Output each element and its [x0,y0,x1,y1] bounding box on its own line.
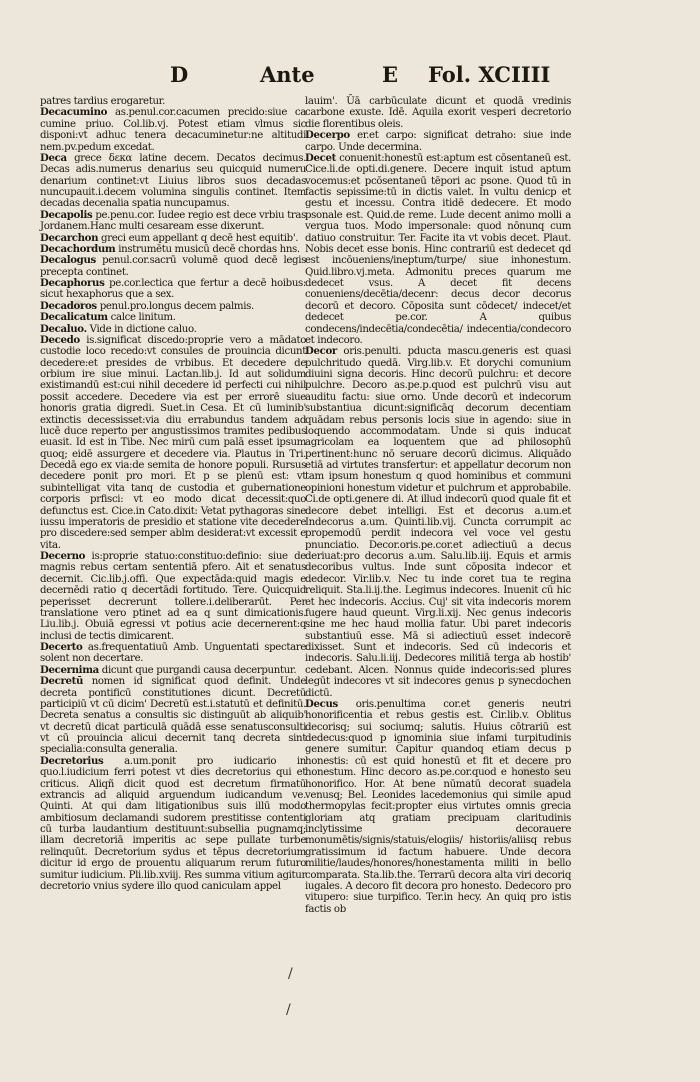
entry-headword: Decalicatum [40,311,108,324]
dictionary-entry [40,278,306,301]
entry-text: patres tardius erogaretur. [40,96,165,107]
dictionary-entry [305,346,571,699]
right-text-column [305,96,571,915]
entry-headword: Decalogus [40,254,96,267]
entry-text: is:proprie statuo:constituo:definio: siue de magnis rebus certam sententiā pfero. Ait et senatus decernit. Cic.lib.j.offi. Que expectāda:quid magis e decernēdi ratio q decertādi fortitudo. Tere. Quicquid peperisset decrerunt tollere.i.deliberarūt. Per translatione vero ptinet ad ea q sunt dimicationis. Liu.lib.j. Obuiā egressi vt potius acie decernerent:q inclusi de tectis dimicarent. [40,551,306,642]
entry-text: greci eum appellant q decē hest equitib'. [101,232,299,244]
entry-headword: Decernima [40,663,99,676]
dictionary-entry [40,756,306,893]
dictionary-entry [305,130,571,153]
entry-headword: Decarchon [40,231,99,244]
entry-headword: Decerno [40,550,86,562]
entry-headword: Decapolis [40,208,93,221]
margin-mark: / [286,1002,291,1018]
dictionary-entry [40,210,306,233]
entry-text: dicunt que purgandi causa decerpuntur. [101,664,297,676]
dictionary-entry [305,153,571,346]
entry-text: grece δεκα latine decem. Decatos decimus. Decas adis.numerus denarius seu quicquid numeru denarium continet:vt Liuius libros suos decadas nuncupauit.i.decem volumina singulis continet. Item decadas decenalia spatia nuncupamus. [40,152,306,210]
header-running-title: Ante [260,62,315,87]
entry-text: Vide in dictione caluo. [89,323,197,335]
entry-text: lauim'. Ūā carbūculate dicunt et quodā vredinis carbone exuste. Idē. Aquila exorit vesperi decretorio die florentibus oleis. [305,96,571,130]
entry-headword: Decaluo. [40,322,87,335]
header-right-letter: E [382,62,399,87]
dictionary-entry [40,551,306,642]
entry-headword: Decretū [40,675,84,688]
entry-text: penul.pro.longus decem palmis. [99,300,254,312]
entry-text: er.et carpo: significat detraho: siue inde carpo. Unde decermina. [305,130,572,153]
dictionary-entry [40,642,306,665]
dictionary-entry [305,96,571,130]
dictionary-entry [40,107,306,153]
entry-headword: Decacumino [40,106,108,119]
entry-text: instrumētu musicū decē chordas hns. [118,243,300,255]
header-left-letter: D [170,62,189,87]
entry-text: as.penul.cor.cacumen precido:siue ca cumine priuo. Col.lib.vj. Potest etiam vlmus sic disponi:vt adhuc tenera decacuminetur:ne altitudi nem.pv.pedum excedat. [40,107,306,153]
entry-headword: Decachordum [40,242,116,255]
dictionary-entry [40,335,306,551]
entry-text: conuenit:honestū est:aptum est cōsentaneū est. Cice.li.de opti.di.genere. Decere inquit istud aptum vocemus:et pcōsentaneū tēpori ac psone. Quod tū in factis sepissime:tū in dictis valet. In vultu denicp et gestu et incessu. Contra itidē dedecere. Et modo psonale est. Quid.de reme. Lude decent animo molli a vergua tuos. Modo impersonale: quod nōnunq cum datiuo construitur. Ter. Facite ita vt vobis decet. Plaut. Nobis decet esse bonis. Hinc contrariū est dedecet qd est incōueniens/ineptum/turpe/ siue inhonestum. Quid.libro.vj.meta. Admonitu preces quarum me dedecet vsus. A decet fit decens conueniens/decētia/decenr: decus decor decorus decorū et decoro. Cōposita sunt cōdecet/ indecet/et dedecet pe.cor. A quibus condecens/indecētia/condecētia/ indecentia/condecoro et indecoro. [305,152,571,346]
dictionary-entry [305,699,571,915]
entry-text: calce linitum. [110,312,176,324]
entry-headword: Deca [40,151,67,164]
entry-text: oris.penultima cor.et generis neutri honorificentia et rebus gestis est. Cir.lib.v. Oblitus decorisq; sui sociumq; salutis. Huius cōtrariū est dedecus:quod p ignominia siue infami turpitudinis genere sumitur. Capitur quandoq etiam decus p honestis: cū est quid honestū et fit et decere pro honestum. Hinc decoro as.pe.cor.quod e honesto seu honorifico. Hor. At bene nūmatū decorat suadela venusq; Bel. Leonides lacedemonius qui simile apud thermopylas fecit:propter eius virtutes omnis grecia gloriam atq gratiam precipuam claritudinis inclytissime decorauere monumētis/signis/statuis/elogiis/ historiis/aliisq rebus gratissimum id factum habuere. Unde decora militie/laudes/honores/honestamenta militi in bello comparata. Sta.lib.the. Terrarū decora alta viri decoriq iugales. A decoro fit decora pro honesto. Dedecoro pro vitupero: siue turpifico. Ter.in hecy. An quiq pro istis factis ob [305,698,571,915]
entry-headword: Decedo [40,333,80,346]
entry-headword: Decus [305,697,338,710]
entry-headword: Decadoros [40,299,97,312]
entry-headword: Decet [305,151,336,164]
entry-text: oris.penulti. pducta mascu.generis est quasi pulchritudo quedā. Virg.lib.v. Et dorychi comunium diuini signa decoris. Hinc decorū pulchru: et decore pulchre. Decoro as.pe.p.quod est pulchrū visu aut auditu factu: siue orno. Unde decorū et indecorum substantiua dicunt:significāq decorum decentiam quādam rebus personis locis siue in agendo: siue in loquendo accommodatam. Unde si quis inducat agricolam ea loquentem que ad philosophū pertinent:hunc nō seruare decorū dicimus. Aliquādo etiā ad virtutes transfertur: et appellatur decorum non tam ipsum honestum q quod hominibus et communi opinioni honestum videtur et pulchrum et approbabile. Ci.de opti.genere di. At illud indecorū quod quale fit et decore debet intelligi. Est et decorus a.um.et Indecorus a.um. Quinti.lib.vij. Cuncta corrumpit ac propemodū perdit indecora vel voce vel gestu pnunciatio. Decor.oris.pe.cor.et adiectiuū a decus deriuat:pro decorus a.um. Salu.lib.iij. Equis et armis decoribus vultus. Inde sunt cōposita indecor et dedecor. Vir.lib.v. Nec tu inde coret tua te regina reliquit. Sta.li.ij.the. Legimus indecores. Inuenit cū hic et hec indecoris. Accius. Cuj' sit vita indecoris morem fugere haud queunt. Virg.li.xij. Nec genus indecoris sine me hec haud mollia fatur. Ubi paret indecoris substantiuū esse. Mā si adiectiuū esset indecorē dixisset. Sunt et indecoris. Sed cū indecoris et indecoris. Salu.li.iij. Dedecores militiā terga ab hostib' cedebant. Alcen. Nonnus quide indecoris:sed plures legūt indecores vt sit indecores genus p synecdochen dictū. [305,346,571,699]
dictionary-entry [40,153,306,210]
entry-headword: Decaphorus [40,277,105,289]
entry-text: a.um.ponit pro iudicario in quo.l.iudicium ferri potest vt dies decretorius qui et criticus. Aliqñ dicit quod est decretum firmatū extrancis ad aliquid arguendum iudicandum ve. Quinti. At qui dam litigationibus suis illū modo ambitiosum declamandi sudorem prestitisse contenti cū turba laudantium destituunt:subsellia pugnamq; illam decretoriā imperitis ac sepe pullate turbe relinquūt. Decretorium sydus et tēpus decretorium dicitur id ergo de prouentu aliquarum rerum futuro sumitur iudicium. Pli.lib.xviij. Res summa vitium agitur decretorio vnius sydere illo quod caniculam appel [40,755,306,892]
entry-text: penul.cor.sacrū volumē quod decē legis precepta continet. [40,255,306,278]
header-folio: Fol. XCIIII [428,62,551,87]
entry-text: is.significat discedo:proprie vero a mādato custodie loco recedo:vt consules de prouincia dicunt decedere:et presides de vrbibus. Et decedere de orbium ire siue minui. Lactan.lib.j. Id aut solidum existimandū est:cui nihil decedere id perfecti cui nihil possit accedere. Decedere via est per errorē siue honoris gratia digredi. Suet.in Cesa. Et cū luminib' extinctis decessisset:via diu errabundus tandem ad lucē duce reperto per angustissimos tramites pedibus euasit. Id est in Tibe. Nec mirū cum palā esset ipsum quoq; eidē assurgere et decedere via. Plautus in Tri. Decedā ego ex via:de semita de honore populi. Rursus decedere ponit pro mori. Et p se plenū est: vt subintelligat vita tanq de custodia et gubernatione corporis prfisci: vt eo modo dicat decessit:quo defunctus est. Cice.in Cato.dixit: Vetat pythagoras sine iussu imperatoris de presidio et statione vite decedere pro discedere:sed semper ablm desiderat:vt excessit e vita. [40,334,307,551]
entry-headword: Decerto [40,641,83,653]
entry-headword: Decretorius [40,754,104,767]
entry-headword: Decor [305,345,337,358]
entry-headword: Decerpo [305,129,350,142]
entry-text: nomen id significat quod definit. Unde decreta pontificū constitutiones dicunt. Decretū participiū vt cū dicim' Decretū est.i.statutū et definitū. Decreta senatus a consultis sic distinguūt ab aliquib' vt decretū dicat particulā quādā esse senatusconsulti vt cū prouincia alicui decernit tanq decreta sint specialia:consulta generalia. [40,676,307,756]
entry-text: pe.penu.cor. Iudee regio est dece vrbiu tras Jordanem.Hanc multi cesaream esse dixerunt. [40,209,306,233]
left-text-column [40,96,306,892]
entry-text: pe.cor.lectica que fertur a decē hoibus: sicut hexaphorus que a sex. [40,278,307,301]
entry-text: as.frequentatiuū Amb. Unguentati spectare solent non decertare. [40,642,306,665]
dictionary-entry [40,676,306,756]
margin-mark: / [288,966,293,982]
running-header [160,62,560,94]
dictionary-entry [40,255,306,278]
